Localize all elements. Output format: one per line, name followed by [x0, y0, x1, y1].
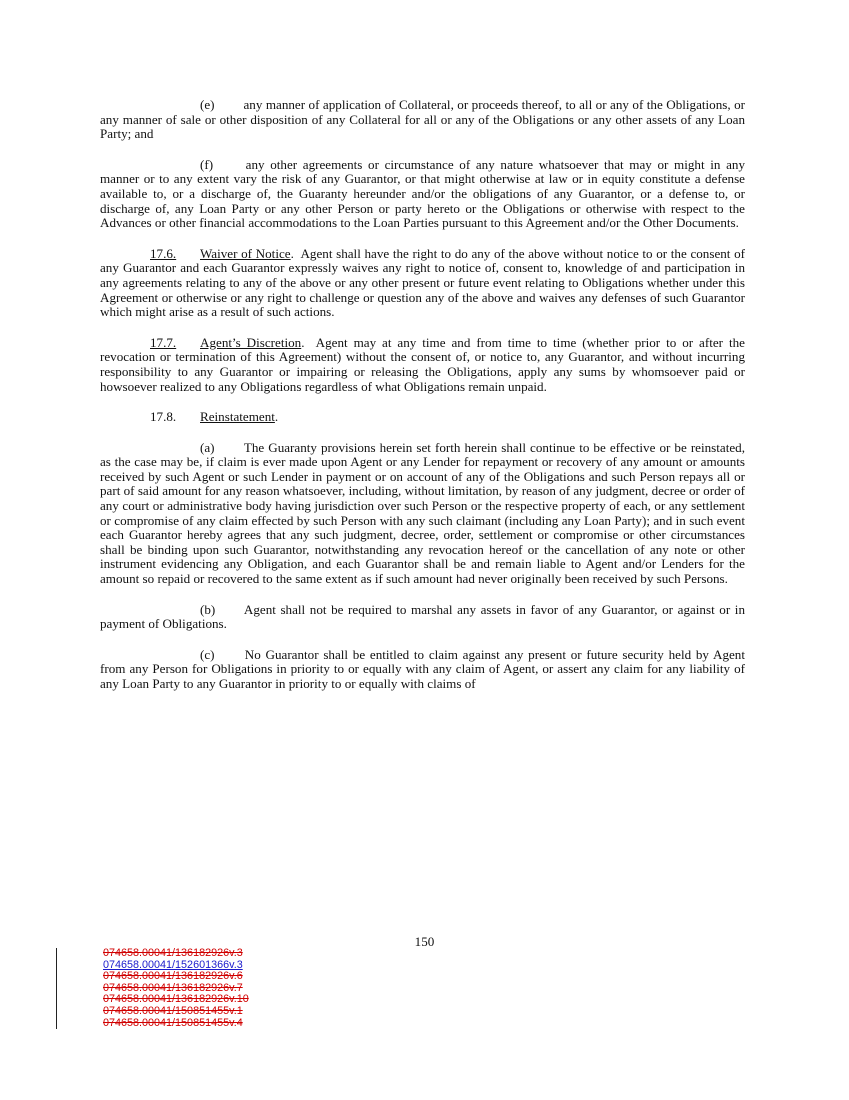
doc-id-deleted: 074658.00041/136182926v.3 [103, 947, 243, 959]
doc-id-deleted: 074658.00041/136182926v.10 [103, 993, 249, 1006]
clause-text: any other agreements or circumstance of any nature whatsoever that may or might in any manner or to any extent vary the risk of any Guarantor, or that might otherwise at law or in equity constitute a defense available to, or a discharge of, the Guaranty hereunder and/or the obligations of any Guarantor, or a defense to, or discharge of, any Loan Party or any other Person or party hereto or the Obligations or otherwise with respect to the Advances or other financial accommodations to the Loan Parties pursuant to this Agreement and/or the Other Documents. [100, 156, 745, 231]
paragraph-e [100, 98, 745, 142]
clause-label: (f) [200, 156, 214, 172]
section-number: 17.7. [150, 334, 177, 350]
clause-label: (a) [200, 439, 215, 455]
document-id-list [56, 948, 249, 1029]
section-number: 17.6. [150, 245, 177, 261]
paragraph-c [100, 648, 745, 692]
document-body [100, 98, 745, 708]
clause-text: any manner of application of Collateral, or proceeds thereof, to all or any of the Obligations, or any manner of sale or other disposition of any Collateral for all or any of the Obligations or any other assets of any Loan Party; and [100, 97, 745, 142]
section-17-8: 17.8. Reinstatement. [150, 409, 279, 425]
clause-text: The Guaranty provisions herein set forth herein shall continue to be effective or be reinstated, as the case may be, if claim is ever made upon Agent or any Lender for repayment or recovery of any amount or amounts received by such Agent or such Lender in payment or on account of any of the Obligations and such Person repays all or part of said amount for any reason whatsoever, including, without limitation, by reason of any judgment, decree or order of any court or administrative body having jurisdiction over such Person or the respective property of each, or any settlement or compromise of any claim effected by such Person with any such claimant (including any Loan Party); and in such event each Guarantor hereby agrees that any such judgment, decree, order, settlement or compromise or other circumstances shall be binding upon such Guarantor, notwithstanding any revocation hereof or the cancellation of any note or other instrument evidencing any Obligation, and each Guarantor shall be and remain liable to Agent and/or Lenders for the amount so repaid or recovered to the same extent as if such amount had never originally been received by such Persons. [100, 439, 745, 587]
section-number: 17.8. [150, 409, 177, 425]
section-title: Agent’s Discretion [200, 334, 302, 350]
paragraph-a [100, 441, 745, 587]
doc-id-deleted: 074658.00041/136182926v.7 [103, 981, 243, 994]
page-number: 150 [414, 934, 435, 949]
paragraph-f [100, 158, 745, 231]
clause-text: No Guarantor shall be entitled to claim against any present or future security held by Agent from any Person for Obligations in priority to or equally with any claim of Agent, or assert any claim for any liability of any Loan Party to any Guarantor in priority to or equally with claims of [100, 646, 745, 691]
section-title: Reinstatement [200, 409, 275, 425]
doc-id-deleted: 074658.00041/150851455v.4 [103, 1016, 243, 1029]
doc-id-deleted: 074658.00041/150851455v.1 [103, 1004, 243, 1017]
doc-id-inserted: 074658.00041/152601366v.3 [103, 958, 243, 971]
section-17-7: 17.7. Agent’s Discretion. Agent may at any time and from time to time (whether prior to or after the revocation or termination of this Agreement) without the consent of, or notice to, any Guarantor, and without incurring responsibility to any Guarantor or impairing or releasing the Obligations, apply any sums by whomsoever paid or howsoever realized to any Obligations regardless of what Obligations remain unpaid. [100, 334, 745, 394]
clause-label: (e) [200, 97, 215, 112]
section-text: Agent shall have the right to do any of the above without notice to or the consent of any Guarantor and each Guarantor expressly waives any right to notice of, consent to, knowledge of and participation in any agreements relating to any of the above or any other present or future event relating to Obligations whether under this Agreement or otherwise or any right to challenge or question any of the above and waives any defenses of such Guarantor which might arise as a result of such actions. [100, 245, 745, 320]
section-title: Waiver of Notice [200, 245, 291, 261]
section-text: Agent may at any time and from time to time (whether prior to or after the revocation or termination of this Agreement) without the consent of, or notice to, any Guarantor, and without incurring responsibility to any Guarantor or impairing or releasing the Obligations, apply any sums by whomsoever paid or howsoever realized to any Obligations regardless of what Obligations remain unpaid. [100, 334, 745, 394]
clause-label: (b) [200, 601, 216, 617]
clause-label: (c) [200, 646, 215, 662]
clause-text: Agent shall not be required to marshal any assets in favor of any Guarantor, or against or in payment of Obligations. [100, 601, 745, 632]
doc-id-deleted: 074658.00041/136182926v.6 [103, 970, 243, 983]
section-17-6: 17.6. Waiver of Notice. Agent shall have the right to do any of the above without notice to or the consent of any Guarantor and each Guarantor expressly waives any right to notice of, consent to, knowledge of and participation in any agreements relating to any of the above or any other present or future event relating to Obligations whether under this Agreement or otherwise or any right to challenge or question any of the above and waives any defenses of such Guarantor which might arise as a result of such actions. [100, 245, 745, 320]
paragraph-b [100, 603, 745, 632]
